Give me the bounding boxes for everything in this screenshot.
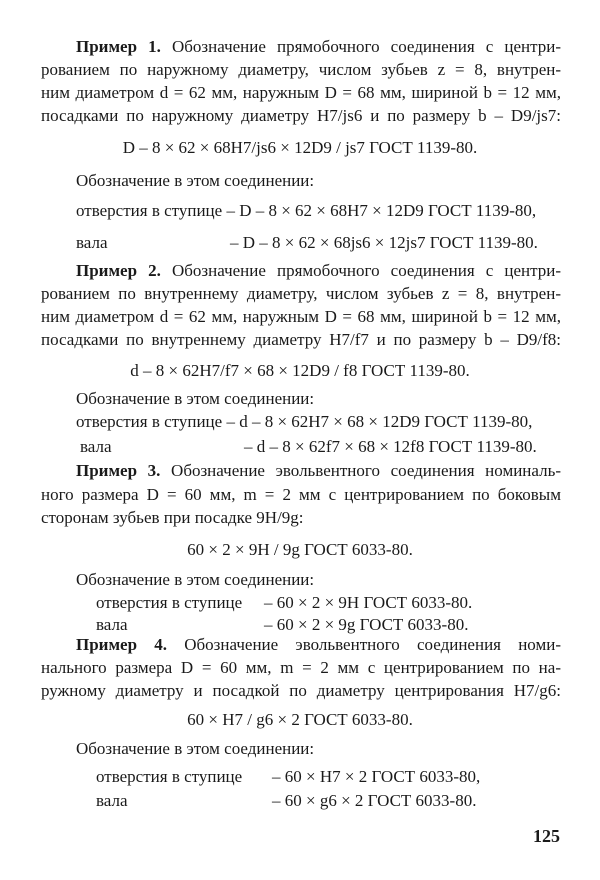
example-3-shaft-value: – 60 × 2 × 9g ГОСТ 6033-80. bbox=[264, 615, 469, 634]
example-3-designation-intro: Обозначение в этом соединении: bbox=[76, 570, 315, 589]
example-1-paragraph-line: посадками по наружному диаметру H7/js6 и по размеру b – D9/js7: bbox=[41, 106, 561, 125]
example-1-paragraph-line: ним диаметром d = 62 мм, наружным D = 68 мм, шириной b = 12 мм, bbox=[41, 83, 561, 102]
page-number: 125 bbox=[533, 826, 560, 846]
example-3-paragraph-line: ного размера D = 60 мм, m = 2 мм с центрированием по боковым bbox=[41, 485, 561, 504]
example-4-shaft-value: – 60 × g6 × 2 ГОСТ 6033-80. bbox=[272, 791, 477, 810]
example-1-designation-intro: Обозначение в этом соединении: bbox=[76, 171, 315, 190]
example-3-shaft-label: вала bbox=[96, 615, 128, 634]
example-2-paragraph-line: Пример 2. Обозначение прямобочного соединения с центри- bbox=[76, 261, 561, 280]
example-2-formula: d – 8 × 62H7/f7 × 68 × 12D9 / f8 ГОСТ 1139-80. bbox=[130, 361, 470, 380]
example-2-paragraph-line: посадками по внутреннему диаметру H7/f7 и по размеру b – D9/f8: bbox=[41, 330, 561, 349]
hub-value: – D – 8 × 62 × 68H7 × 12D9 ГОСТ 1139-80, bbox=[226, 201, 537, 220]
example-4-shaft-label: вала bbox=[96, 791, 128, 810]
example-1-shaft-value: – D – 8 × 62 × 68js6 × 12js7 ГОСТ 1139-80. bbox=[230, 233, 538, 252]
example-3-title: Пример 3. bbox=[76, 461, 161, 480]
example-1-shaft-label: вала bbox=[76, 233, 108, 252]
example-3-hub-value: – 60 × 2 × 9H ГОСТ 6033-80. bbox=[264, 593, 473, 612]
example-1-title: Пример 1. bbox=[76, 37, 161, 56]
example-3-paragraph-line: Пример 3. Обозначение эвольвентного соединения номиналь- bbox=[76, 461, 561, 480]
example-1-formula: D – 8 × 62 × 68H7/js6 × 12D9 / js7 ГОСТ 1139-80. bbox=[122, 138, 478, 157]
hub-value: – d – 8 × 62H7 × 68 × 12D9 ГОСТ 1139-80, bbox=[226, 412, 533, 431]
example-1-paragraph-line: рованием по наружному диаметру, числом зубьев z = 8, внутрен- bbox=[41, 60, 561, 79]
example-3-formula: 60 × 2 × 9H / 9g ГОСТ 6033-80. bbox=[187, 540, 413, 559]
example-2-hub-row bbox=[76, 411, 596, 433]
example-3-hub-label: отверстия в ступице bbox=[96, 593, 243, 612]
hub-label: отверстия в ступице bbox=[76, 201, 223, 220]
example-2-title: Пример 2. bbox=[76, 261, 161, 280]
example-2-shaft-value: – d – 8 × 62f7 × 68 × 12f8 ГОСТ 1139-80. bbox=[244, 437, 537, 456]
example-4-hub-label: отверстия в ступице bbox=[96, 767, 243, 786]
example-4-paragraph-line: Пример 4. Обозначение эвольвентного соединения номи- bbox=[76, 635, 561, 654]
example-4-formula: 60 × H7 / g6 × 2 ГОСТ 6033-80. bbox=[187, 710, 413, 729]
example-2-paragraph-line: рованием по внутреннему диаметру, числом зубьев z = 8, внутрен- bbox=[41, 284, 561, 303]
example-3-paragraph-line: сторонам зубьев при посадке 9H/9g: bbox=[41, 508, 304, 527]
example-4-designation-intro: Обозначение в этом соединении: bbox=[76, 739, 315, 758]
hub-label: отверстия в ступице bbox=[76, 412, 223, 431]
example-4-title: Пример 4. bbox=[76, 635, 168, 654]
example-2-paragraph-line: ним диаметром d = 62 мм, наружным D = 68 мм, шириной b = 12 мм, bbox=[41, 307, 561, 326]
example-4-hub-value: – 60 × H7 × 2 ГОСТ 6033-80, bbox=[272, 767, 481, 786]
example-1-paragraph-line: Пример 1. Обозначение прямобочного соединения с центри- bbox=[76, 37, 561, 56]
example-2-designation-intro: Обозначение в этом соединении: bbox=[76, 389, 315, 408]
example-1-hub-row bbox=[76, 200, 596, 222]
example-4-paragraph-line: нального размера D = 60 мм, m = 2 мм с центрированием по на- bbox=[41, 658, 561, 677]
example-4-paragraph-line: ружному диаметру и посадкой по диаметру центрирования H7/g6: bbox=[41, 681, 561, 700]
example-2-shaft-label: вала bbox=[80, 437, 112, 456]
